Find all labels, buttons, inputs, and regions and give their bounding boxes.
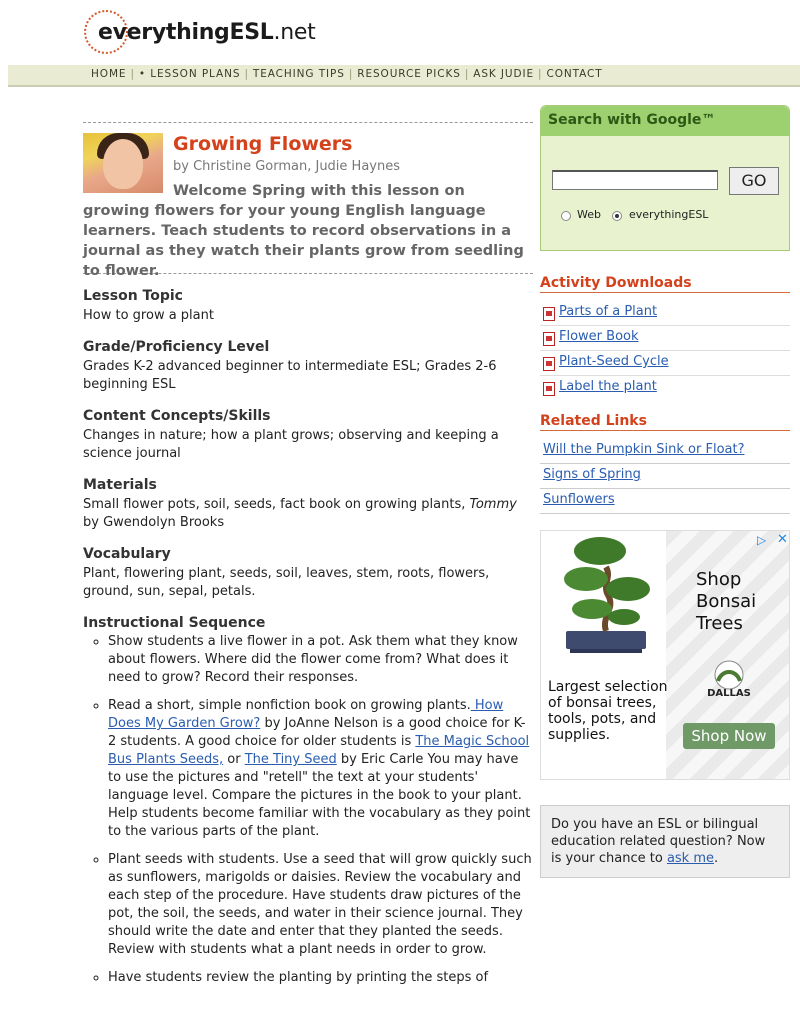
ad-copy: Largest selection of bonsai trees, tools, pots, and supplies. [548, 679, 668, 743]
section-vocabulary [83, 546, 533, 601]
ad-title: Shop Bonsai Trees [696, 569, 757, 634]
search-input[interactable] [552, 170, 718, 190]
list-item: ◦ Show students a live flower in a pot. Ask them what they know about flowers. Where did the flower come from? What does it need to grow? Record their responses. [108, 633, 533, 687]
go-button[interactable]: GO [729, 167, 779, 195]
related-heading: Related Links [540, 413, 790, 431]
search-box [540, 105, 790, 251]
pdf-icon [543, 357, 555, 371]
section-heading: Vocabulary [83, 546, 171, 562]
section-heading: Lesson Topic [83, 288, 183, 304]
steps-list [83, 633, 533, 987]
ad-brand: DALLAS [707, 688, 751, 699]
bonsai-tree-image [556, 531, 656, 661]
pdf-icon [543, 307, 555, 321]
radio-web[interactable] [561, 211, 571, 221]
section-body: Grades K-2 advanced beginner to intermediate ESL; Grades 2-6 beginning ESL [83, 359, 497, 392]
download-link[interactable]: Parts of a Plant [559, 304, 658, 319]
site-logo[interactable] [84, 8, 314, 60]
close-icon[interactable]: ✕ [777, 532, 788, 547]
nav-home[interactable]: HOME [91, 68, 127, 80]
shop-now-button[interactable]: Shop Now [683, 723, 775, 749]
nav-contact[interactable]: CONTACT [546, 68, 603, 80]
download-link[interactable]: Label the plant [559, 379, 657, 394]
ask-me-link[interactable]: ask me [666, 851, 714, 866]
ask-text: Do you have an ESL or bilingual education related question? Now is your chance to [551, 817, 766, 866]
nav-separator: | [348, 68, 354, 80]
main-content [83, 122, 533, 1001]
downloads-list [540, 301, 790, 400]
list-item [540, 489, 790, 514]
list-item [540, 351, 790, 376]
nav-teaching-tips[interactable]: TEACHING TIPS [252, 68, 345, 80]
related-link[interactable]: Sunflowers [543, 492, 615, 507]
nav-resource-picks[interactable]: RESOURCE PICKS [357, 68, 461, 80]
related-link[interactable]: Signs of Spring [543, 467, 641, 482]
section-heading: Materials [83, 477, 157, 493]
nav-separator: | [538, 68, 543, 80]
nav-lesson-plans[interactable]: • LESSON PLANS [138, 68, 241, 80]
section-body: How to grow a plant [83, 308, 214, 323]
pdf-icon [543, 382, 555, 396]
nav-bar [8, 65, 800, 87]
section-materials [83, 477, 533, 532]
article-intro: Welcome Spring with this lesson on growing flowers for your young English language learners. Teach students to record observations in a journal as they watch their plants grow from seedling to flower. [83, 183, 524, 279]
section-heading: Content Concepts/Skills [83, 408, 271, 424]
section-heading: Instructional Sequence [83, 615, 266, 631]
section-body: Plant, flowering plant, seeds, soil, leaves, stem, roots, flowers, ground, sun, sepal, petals. [83, 566, 490, 599]
radio-site[interactable] [612, 211, 622, 221]
section-body: Changes in nature; how a plant grows; observing and keeping a science journal [83, 428, 499, 461]
related-list [540, 439, 790, 514]
download-link[interactable]: Plant-Seed Cycle [559, 354, 669, 369]
search-title: Search with Google™ [548, 112, 716, 128]
section-content-concepts [83, 408, 533, 463]
list-item [540, 301, 790, 326]
list-item: ◦ Read a short, simple nonfiction book on growing plants. How Does My Garden Grow? by JoAnne Nelson is a good choice for K-2 students. A good choice for older students is The Magic School Bus Plants Seeds, or The Tiny Seed by Eric Carle You may have to use the pictures and "retell" the text at your students' language level. Compare the pictures in the book to your plant. Help students become familiar with the vocabulary as they point to the various parts of the plant. [108, 697, 533, 841]
book-link-tiny-seed[interactable]: The Tiny Seed [244, 752, 337, 767]
ask-box: Do you have an ESL or bilingual education related question? Now is your chance to ask me. [540, 805, 790, 878]
nav-separator: | [244, 68, 249, 80]
nav-ask-judie[interactable]: ASK JUDIE [473, 68, 535, 80]
bonsai-ad[interactable] [540, 530, 790, 780]
book-link-magic-school-bus[interactable]: The Magic School Bus Plants Seeds, [108, 734, 530, 767]
section-grade-level [83, 339, 533, 394]
list-item: ◦ Plant seeds with students. Use a seed that will grow quickly such as sunflowers, marigolds or daisies. Review the vocabulary and each step of the procedure. Have students draw pictures of the pot, the soil, the seeds, and water in their science journal. They should write the date and enter that they planted the seeds. Review with students what a plant needs in order to grow. [108, 851, 533, 959]
section-lesson-topic [83, 288, 533, 325]
nav-separator: | [130, 68, 135, 80]
list-item: ◦ Have students review the planting by printing the steps of [108, 969, 533, 987]
article-title: Growing Flowers [173, 133, 353, 155]
nav-separator: | [464, 68, 470, 80]
list-item [540, 439, 790, 464]
radio-web-label: Web [577, 208, 601, 221]
radio-site-label: everythingESL [629, 208, 709, 221]
download-link[interactable]: Flower Book [559, 329, 639, 344]
downloads-heading: Activity Downloads [540, 275, 790, 293]
list-item [540, 464, 790, 489]
list-item [540, 326, 790, 351]
article-byline: by Christine Gorman, Judie Haynes [173, 159, 400, 174]
section-heading: Grade/Proficiency Level [83, 339, 270, 355]
logo-text: everythingESL.net [98, 20, 316, 45]
dallas-bonsai-logo [704, 659, 754, 703]
pdf-icon [543, 332, 555, 346]
section-body: Small flower pots, soil, seeds, fact book on growing plants, Tommy by Gwendolyn Brooks [83, 497, 517, 530]
list-item [540, 376, 790, 400]
adchoices-icon[interactable]: ▷ [757, 533, 767, 547]
section-instructional-sequence [83, 615, 533, 987]
book-link-garden[interactable]: How Does My Garden Grow? [108, 698, 504, 731]
related-link[interactable]: Will the Pumpkin Sink or Float? [543, 442, 745, 457]
article-header [83, 123, 533, 279]
